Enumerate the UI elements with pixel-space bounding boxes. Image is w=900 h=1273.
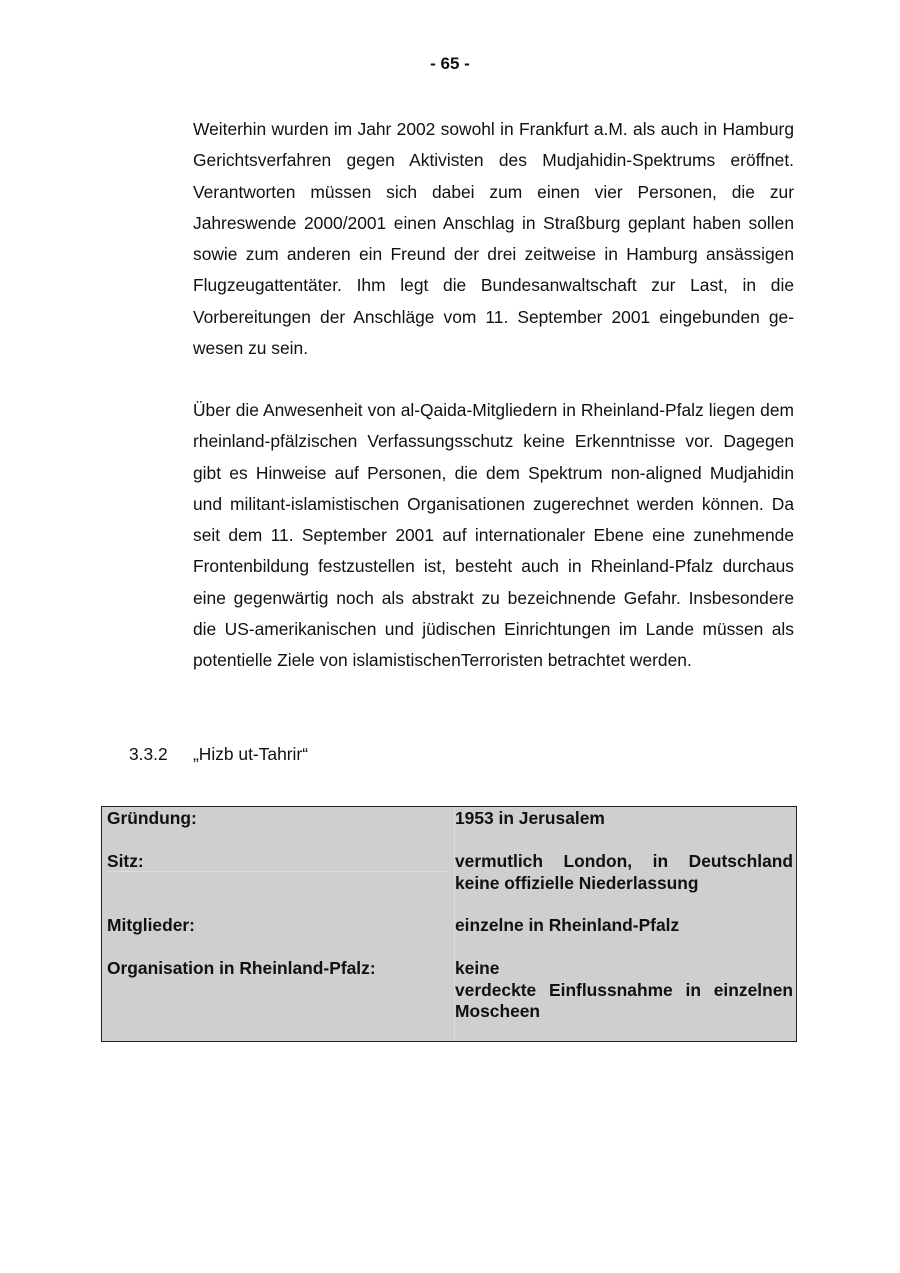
label-members: Mitglieder:	[107, 915, 195, 935]
value-founding: 1953 in Jerusalem	[455, 808, 605, 828]
label-organisation: Organisation in Rheinland-Pfalz:	[107, 958, 376, 978]
value-seat: vermutlich London, in Deutschland keine offizielle Niederlassung	[455, 851, 793, 893]
section-heading	[129, 739, 308, 770]
paragraph-2: Über die Anwesenheit von al-Qaida-Mitgliedern in Rheinland-Pfalz liegen dem rheinland-pfälzischen Verfassungsschutz keine Erkenntnisse vor. Dagegen gibt es Hinweise auf Personen, die dem Spektrum non-aligned Mudjahidin und militant-islamistischen Organisationen zugerechnet werden können. Da seit dem 11. September 2001 auf internationaler Ebene eine zunehmende Frontenbildung festzustellen ist, besteht auch in Rheinland-Pfalz durchaus eine gegenwärtig noch als abstrakt zu bezeichnende Gefahr. Insbesondere die US-amerikanischen und jüdischen Einrichtungen im Lande müssen als potentielle Ziele von islamistischenTerroristen betrachtet werden.	[193, 400, 794, 671]
label-seat: Sitz:	[107, 851, 144, 871]
value-organisation: keine	[455, 958, 500, 978]
section-title: „Hizb ut-Tahrir“	[193, 744, 308, 764]
fact-table	[101, 806, 797, 1042]
paragraph-1: Weiterhin wurden im Jahr 2002 sowohl in Frankfurt a.M. als auch in Hamburg Gerichtsverfahren gegen Aktivisten des Mudjahidin-Spektrums eröffnet. Verantworten müssen sich dabei zum einen vier Personen, die zur Jahreswende 2000/2001 einen Anschlag in Straßburg geplant haben sollen sowie zum anderen ein Freund der drei zeitweise in Hamburg ansässigen Flugzeugattentäter. Ihm legt die Bundesanwaltschaft zur Last, in die Vorbereitungen der Anschläge vom 11. September 2001 eingebunden gewesen zu sein.	[193, 119, 794, 359]
row-divider	[107, 871, 448, 872]
label-founding: Gründung:	[107, 808, 197, 828]
page-number: - 65 -	[430, 54, 470, 73]
value-members: einzelne in Rheinland-Pfalz	[455, 915, 680, 935]
section-number: 3.3.2	[129, 744, 168, 764]
value-organisation-detail: verdeckte Einflussnahme in einzelnen Moscheen	[455, 979, 793, 1021]
